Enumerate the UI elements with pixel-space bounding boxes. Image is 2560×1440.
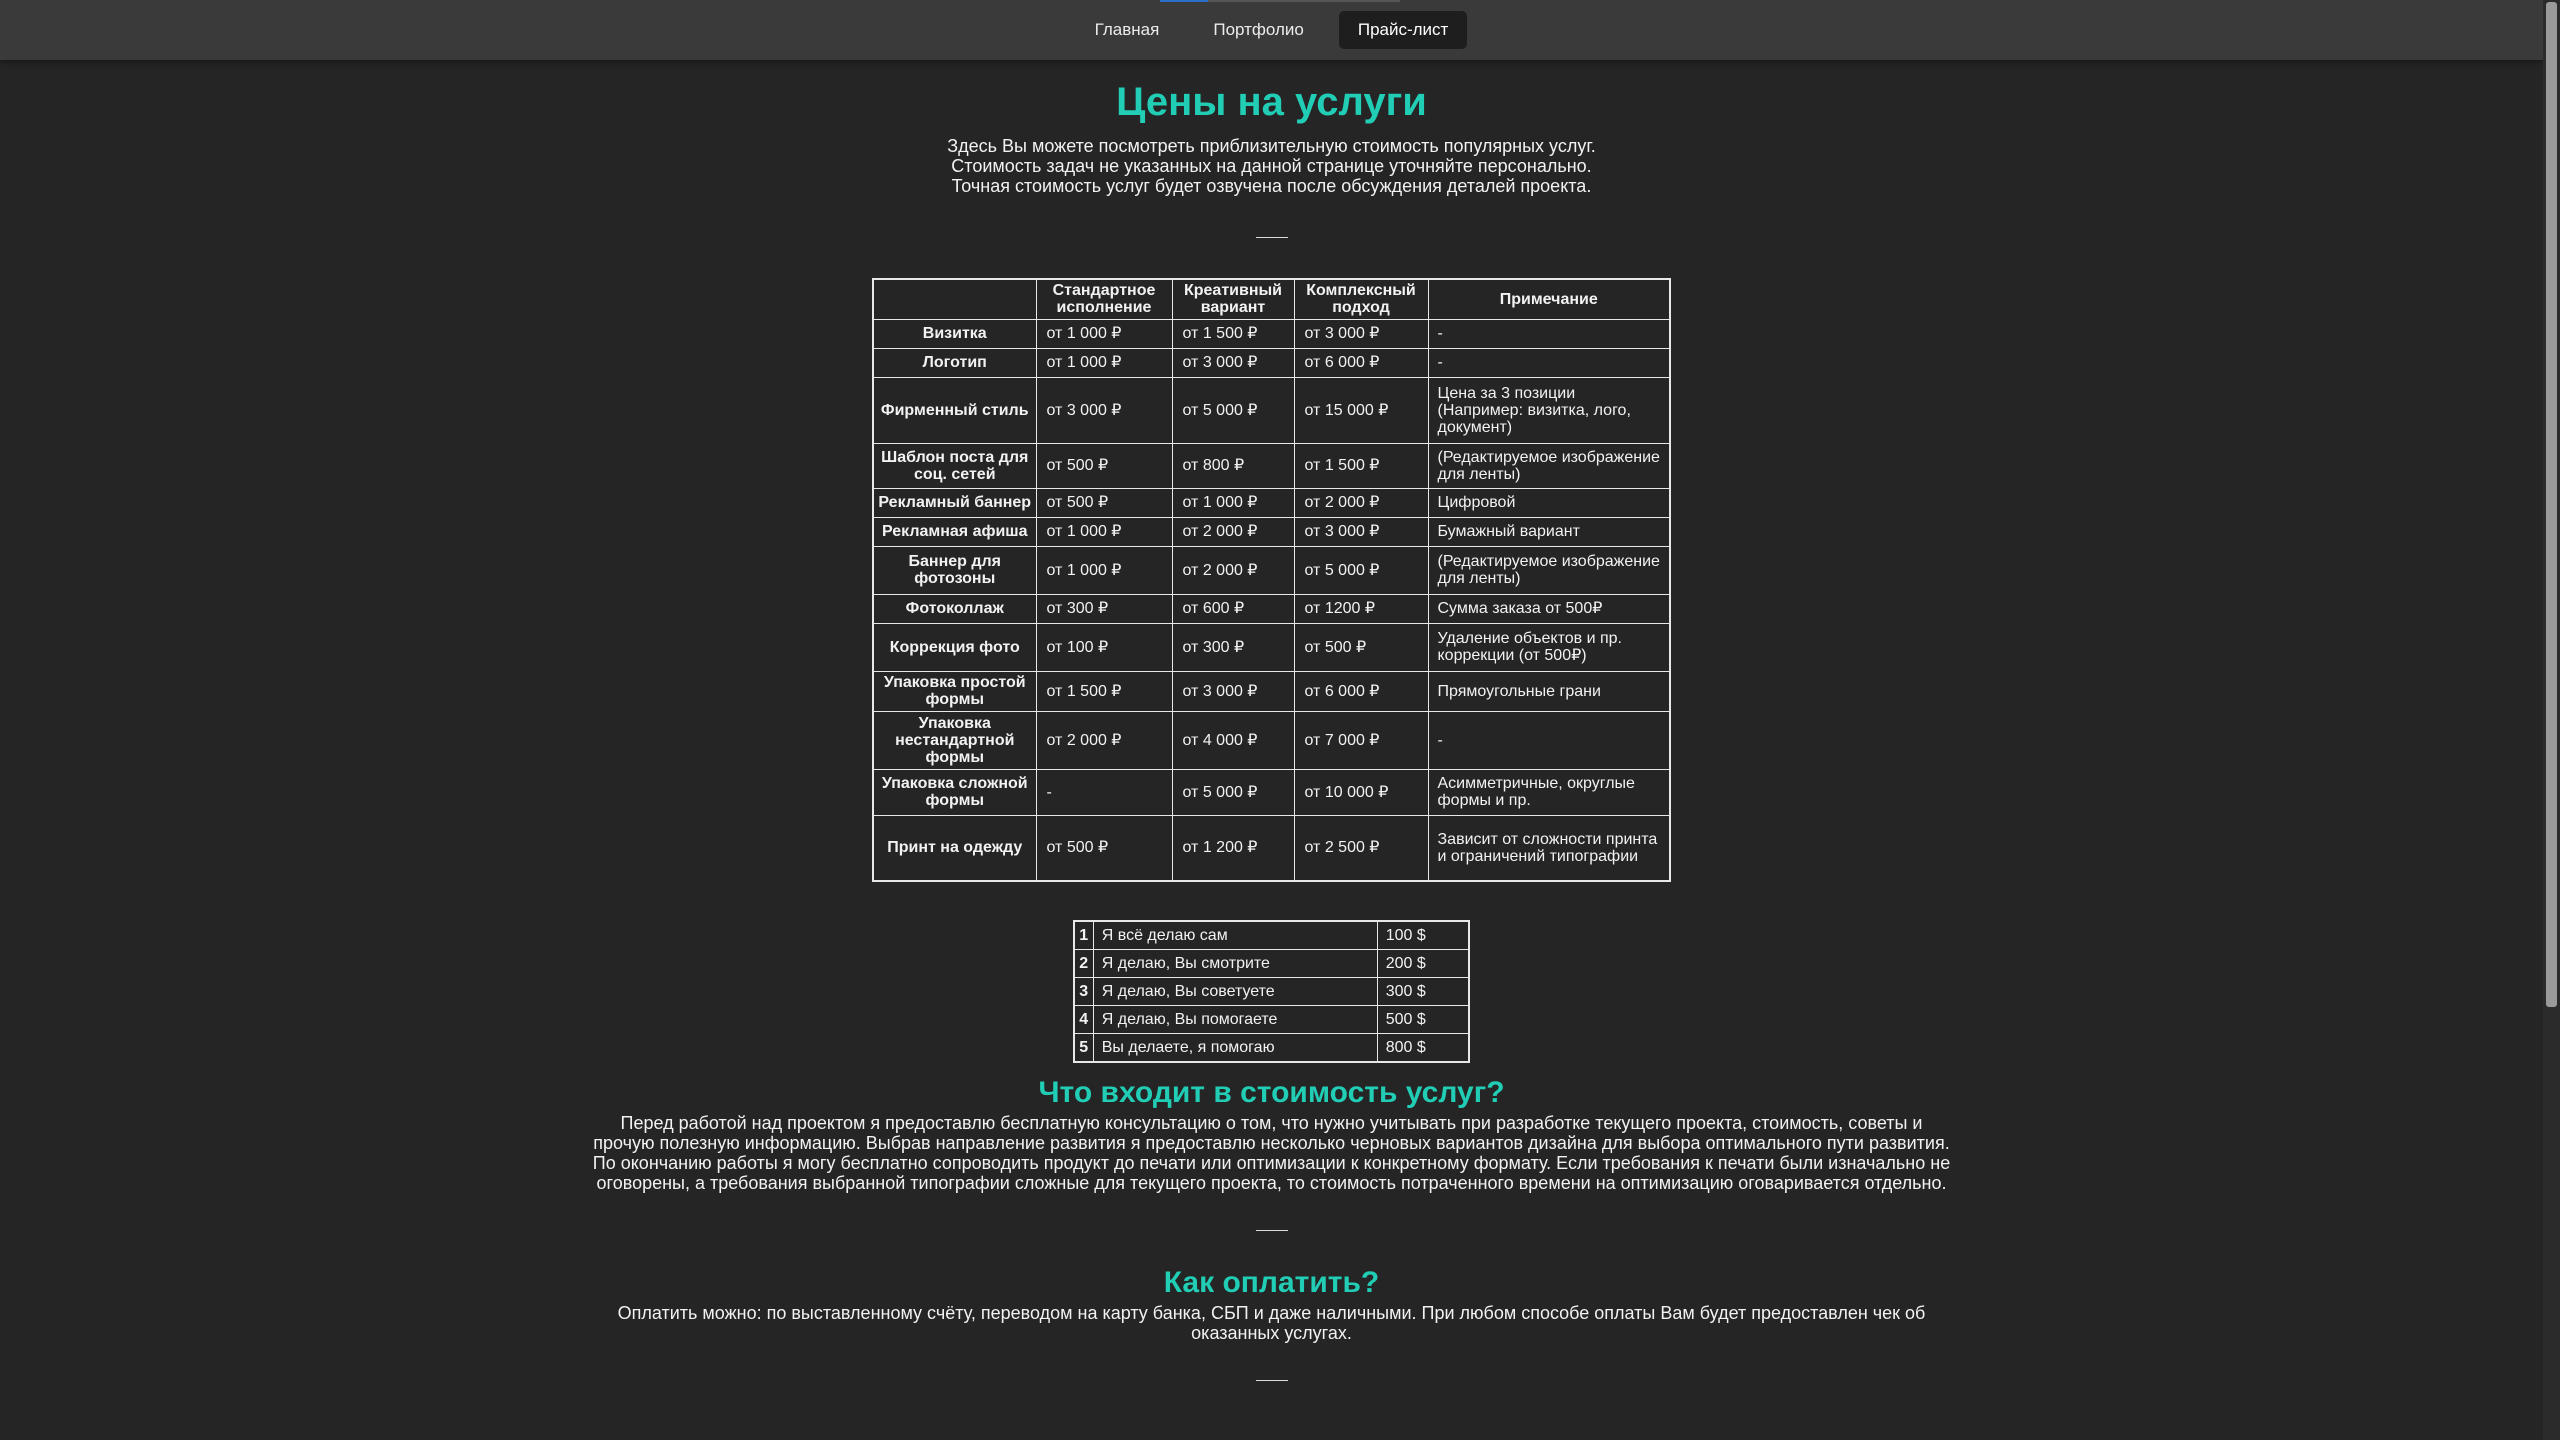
price-creative: от 300 ₽ — [1172, 623, 1294, 671]
loading-indicator — [1160, 0, 1400, 2]
price-standard: от 500 ₽ — [1036, 815, 1172, 881]
tier-number: 3 — [1074, 978, 1094, 1006]
price-complex: от 2 000 ₽ — [1294, 488, 1428, 517]
price-creative: от 3 000 ₽ — [1172, 671, 1294, 711]
intro-line: Точная стоимость услуг будет озвучена после обсуждения деталей проекта. — [951, 176, 1592, 196]
price-standard: от 1 000 ₽ — [1036, 319, 1172, 348]
tier-price: 200 $ — [1377, 950, 1469, 978]
intro-line: Здесь Вы можете посмотреть приблизительную стоимость популярных услуг. — [947, 136, 1596, 156]
price-note: Удаление объектов и пр. коррекции (от 500₽) — [1428, 623, 1670, 671]
table-row — [1074, 978, 1470, 1006]
price-table-header — [873, 279, 1036, 319]
nav-pricelist[interactable]: Прайс-лист — [1339, 11, 1468, 49]
price-note: Цена за 3 позиции (Например: визитка, лого, документ) — [1428, 377, 1670, 443]
paragraph-line: оказанных услугах. — [1191, 1323, 1352, 1343]
table-row — [1074, 950, 1470, 978]
price-table-header: Креативный вариант — [1172, 279, 1294, 319]
table-row — [1074, 1006, 1470, 1034]
paragraph-line: По окончанию работы я могу бесплатно сопроводить продукт до печати или оптимизации к конкретному формату. Если требования к печати были изначально не — [592, 1153, 1951, 1173]
table-row — [873, 711, 1670, 769]
price-standard: от 500 ₽ — [1036, 488, 1172, 517]
price-complex: от 5 000 ₽ — [1294, 546, 1428, 594]
tier-number: 5 — [1074, 1034, 1094, 1063]
service-name: Рекламный баннер — [873, 488, 1036, 517]
price-note: Бумажный вариант — [1428, 517, 1670, 546]
section-text-payment — [0, 1303, 2543, 1343]
price-note: (Редактируемое изображение для ленты) — [1428, 546, 1670, 594]
price-note: Зависит от сложности принта и ограничений типографии — [1428, 815, 1670, 881]
service-name: Логотип — [873, 348, 1036, 377]
table-row — [1074, 1034, 1470, 1063]
price-creative: от 4 000 ₽ — [1172, 711, 1294, 769]
price-standard: от 100 ₽ — [1036, 623, 1172, 671]
tier-price: 100 $ — [1377, 921, 1469, 950]
price-creative: от 2 000 ₽ — [1172, 546, 1294, 594]
tier-description: Я всё делаю сам — [1093, 921, 1377, 950]
paragraph-line: прочую полезную информацию. Выбрав направление развития я предоставлю несколько черновых вариантов дизайна для выбора оптимального пути развития. — [593, 1133, 1950, 1153]
price-note: (Редактируемое изображение для ленты) — [1428, 443, 1670, 488]
top-navigation-bar — [0, 0, 2543, 60]
price-complex: от 2 500 ₽ — [1294, 815, 1428, 881]
price-standard: от 500 ₽ — [1036, 443, 1172, 488]
nav-home[interactable]: Главная — [1094, 20, 1160, 39]
price-creative: от 1 000 ₽ — [1172, 488, 1294, 517]
price-creative: от 800 ₽ — [1172, 443, 1294, 488]
page-scrollbar[interactable] — [2543, 0, 2560, 1440]
intro-line: Стоимость задач не указанных на данной странице уточняйте персонально. — [951, 156, 1592, 176]
page-title: Цены на услуги — [1116, 80, 1427, 124]
service-name: Шаблон поста для соц. сетей — [873, 443, 1036, 488]
price-standard: - — [1036, 769, 1172, 815]
service-name: Визитка — [873, 319, 1036, 348]
price-creative: от 1 200 ₽ — [1172, 815, 1294, 881]
price-complex: от 6 000 ₽ — [1294, 671, 1428, 711]
price-complex: от 10 000 ₽ — [1294, 769, 1428, 815]
price-complex: от 500 ₽ — [1294, 623, 1428, 671]
service-name: Фотоколлаж — [873, 594, 1036, 623]
price-standard: от 1 000 ₽ — [1036, 517, 1172, 546]
table-row — [873, 623, 1670, 671]
table-row — [873, 671, 1670, 711]
price-standard: от 1 500 ₽ — [1036, 671, 1172, 711]
price-complex: от 6 000 ₽ — [1294, 348, 1428, 377]
nav-portfolio[interactable]: Портфолио — [1213, 20, 1304, 39]
tier-number: 2 — [1074, 950, 1094, 978]
table-row — [873, 443, 1670, 488]
scrollbar-thumb[interactable] — [2546, 2, 2557, 1007]
table-row — [873, 377, 1670, 443]
price-complex: от 3 000 ₽ — [1294, 319, 1428, 348]
service-name: Упаковка сложной формы — [873, 769, 1036, 815]
tier-description: Я делаю, Вы помогаете — [1093, 1006, 1377, 1034]
price-creative: от 600 ₽ — [1172, 594, 1294, 623]
price-standard: от 1 000 ₽ — [1036, 348, 1172, 377]
tier-description: Я делаю, Вы советуете — [1093, 978, 1377, 1006]
price-standard: от 2 000 ₽ — [1036, 711, 1172, 769]
table-row — [873, 594, 1670, 623]
price-standard: от 1 000 ₽ — [1036, 546, 1172, 594]
price-complex: от 3 000 ₽ — [1294, 517, 1428, 546]
service-name: Коррекция фото — [873, 623, 1036, 671]
price-standard: от 300 ₽ — [1036, 594, 1172, 623]
table-row — [873, 348, 1670, 377]
table-row — [873, 546, 1670, 594]
price-complex: от 1 500 ₽ — [1294, 443, 1428, 488]
price-note: - — [1428, 319, 1670, 348]
price-table-header: Примечание — [1428, 279, 1670, 319]
price-table — [872, 278, 1671, 882]
paragraph-line: оговорены, а требования выбранной типографии сложные для текущего проекта, то стоимость потраченного времени на оптимизацию оговаривается отдельно. — [596, 1173, 1947, 1193]
section-heading-included: Что входит в стоимость услуг? — [1038, 1076, 1505, 1109]
table-row — [1074, 921, 1470, 950]
service-name: Принт на одежду — [873, 815, 1036, 881]
price-note: Цифровой — [1428, 488, 1670, 517]
service-name: Фирменный стиль — [873, 377, 1036, 443]
price-creative: от 3 000 ₽ — [1172, 348, 1294, 377]
price-creative: от 1 500 ₽ — [1172, 319, 1294, 348]
tier-price: 500 $ — [1377, 1006, 1469, 1034]
price-creative: от 2 000 ₽ — [1172, 517, 1294, 546]
service-name: Упаковка простой формы — [873, 671, 1036, 711]
tier-price: 800 $ — [1377, 1034, 1469, 1063]
price-standard: от 3 000 ₽ — [1036, 377, 1172, 443]
price-creative: от 5 000 ₽ — [1172, 769, 1294, 815]
section-heading-payment: Как оплатить? — [1163, 1266, 1380, 1299]
tier-description: Я делаю, Вы смотрите — [1093, 950, 1377, 978]
price-note: - — [1428, 348, 1670, 377]
section-text-included — [0, 1113, 2543, 1193]
table-row — [873, 517, 1670, 546]
table-row — [873, 769, 1670, 815]
table-row — [873, 815, 1670, 881]
intro-text — [0, 136, 2543, 196]
price-note: - — [1428, 711, 1670, 769]
paragraph-line: Перед работой над проектом я предоставлю бесплатную консультацию о том, что нужно учитывать при разработке текущего проекта, стоимость, советы и — [620, 1113, 1923, 1133]
price-table-header: Стандартное исполнение — [1036, 279, 1172, 319]
price-note: Сумма заказа от 500₽ — [1428, 594, 1670, 623]
service-name: Баннер для фотозоны — [873, 546, 1036, 594]
price-table-header: Комплексный подход — [1294, 279, 1428, 319]
price-note: Асимметричные, округлые формы и пр. — [1428, 769, 1670, 815]
price-complex: от 1200 ₽ — [1294, 594, 1428, 623]
tier-description: Вы делаете, я помогаю — [1093, 1034, 1377, 1063]
price-note: Прямоугольные грани — [1428, 671, 1670, 711]
price-creative: от 5 000 ₽ — [1172, 377, 1294, 443]
tier-price: 300 $ — [1377, 978, 1469, 1006]
tier-number: 4 — [1074, 1006, 1094, 1034]
price-complex: от 15 000 ₽ — [1294, 377, 1428, 443]
main-content — [0, 60, 2543, 1381]
price-complex: от 7 000 ₽ — [1294, 711, 1428, 769]
paragraph-line: Оплатить можно: по выставленному счёту, переводом на карту банка, СБП и даже наличными. При любом способе оплаты Вам будет предоставлен чек об — [617, 1303, 1926, 1323]
tier-number: 1 — [1074, 921, 1094, 950]
service-name: Упаковка нестандартной формы — [873, 711, 1036, 769]
tier-table — [1073, 920, 1471, 1063]
divider — [1256, 1380, 1288, 1381]
table-row — [873, 488, 1670, 517]
service-name: Рекламная афиша — [873, 517, 1036, 546]
table-row — [873, 319, 1670, 348]
